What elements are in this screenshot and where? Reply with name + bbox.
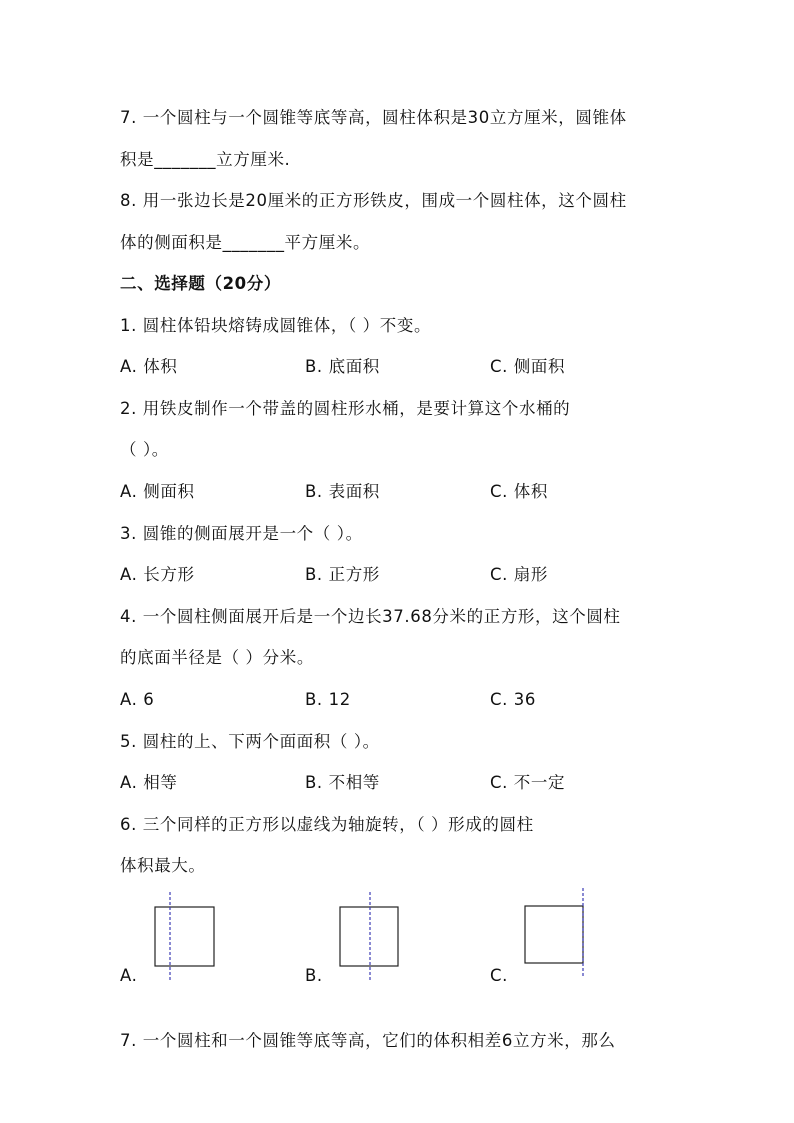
choice-q4-option-b: B. 12 — [305, 690, 351, 709]
choice-q2-stem-line2: （ ）。 — [120, 440, 169, 459]
choice-q1-option-a: A. 体积 — [120, 357, 178, 376]
choice-q4-option-c: C. 36 — [490, 690, 537, 709]
figure-a-square — [155, 907, 214, 966]
choice-q1-option-b: B. 底面积 — [305, 357, 380, 376]
choice-q6-option-c: C. — [490, 966, 508, 985]
choice-q6-stem-line1: 6. 三个同样的正方形以虚线为轴旋转，（ ）形成的圆柱 — [120, 815, 534, 834]
choice-q5-stem: 5. 圆柱的上、下两个面面积（ ）。 — [120, 732, 380, 751]
choice-q6-option-a: A. — [120, 966, 138, 985]
choice-q3-stem: 3. 圆锥的侧面展开是一个（ ）。 — [120, 524, 363, 543]
choice-q6-stem-line2: 体积最大。 — [120, 856, 206, 875]
figure-b-square-axis-center — [334, 890, 404, 982]
choice-q3-option-b: B. 正方形 — [305, 565, 380, 584]
figure-b-square — [340, 907, 398, 966]
choice-q5-option-c: C. 不一定 — [490, 773, 566, 792]
figure-c-square-axis-edge — [520, 886, 590, 978]
choice-q6-option-b: B. — [305, 966, 323, 985]
choice-q3-option-a: A. 长方形 — [120, 565, 195, 584]
choice-q5-option-a: A. 相等 — [120, 773, 178, 792]
choice-q4-option-a: A. 6 — [120, 690, 155, 709]
fill-q8-line1: 8. 用一张边长是20厘米的正方形铁皮，围成一个圆柱体，这个圆柱 — [120, 191, 627, 210]
figure-c-square — [525, 906, 583, 963]
section-title-choice: 二、选择题（20分） — [120, 274, 281, 293]
fill-q7-line1: 7. 一个圆柱与一个圆锥等底等高，圆柱体积是30立方厘米，圆锥体 — [120, 108, 627, 127]
choice-q4-stem-line1: 4. 一个圆柱侧面展开后是一个边长37.68分米的正方形，这个圆柱 — [120, 607, 621, 626]
choice-q3-option-c: C. 扇形 — [490, 565, 549, 584]
figure-a-square-axis-inside — [150, 890, 220, 982]
choice-q1-option-c: C. 侧面积 — [490, 357, 566, 376]
choice-q2-option-c: C. 体积 — [490, 482, 549, 501]
choice-q2-option-a: A. 侧面积 — [120, 482, 195, 501]
choice-q2-option-b: B. 表面积 — [305, 482, 380, 501]
choice-q5-option-b: B. 不相等 — [305, 773, 380, 792]
choice-q7-stem-line1: 7. 一个圆柱和一个圆锥等底等高，它们的体积相差6立方米，那么 — [120, 1031, 616, 1050]
choice-q1-stem: 1. 圆柱体铅块熔铸成圆锥体，（ ）不变。 — [120, 316, 432, 335]
choice-q4-stem-line2: 的底面半径是（ ）分米。 — [120, 648, 314, 667]
fill-q8-line2: 体的侧面积是_______平方厘米。 — [120, 233, 371, 252]
fill-q7-line2: 积是_______立方厘米. — [120, 150, 291, 169]
choice-q2-stem-line1: 2. 用铁皮制作一个带盖的圆柱形水桶，是要计算这个水桶的 — [120, 399, 571, 418]
